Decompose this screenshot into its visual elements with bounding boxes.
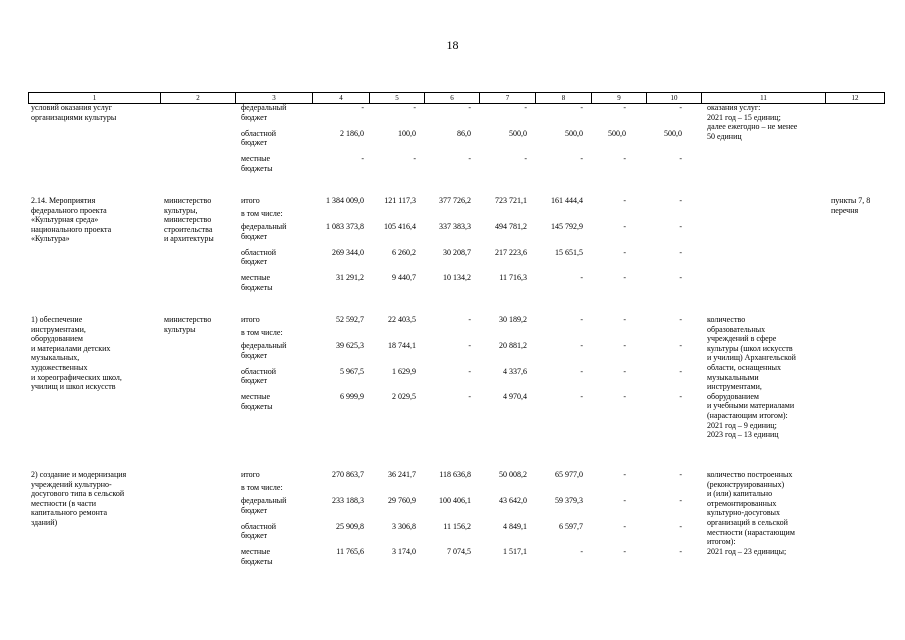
funding-source-label: федеральный бюджет [241, 496, 287, 515]
funding-source-label: местные бюджеты [241, 273, 273, 292]
amount-cell: - [580, 273, 583, 282]
amount-cell: - [679, 247, 682, 257]
amount-cell: - [361, 103, 364, 112]
amount-cell: - [679, 341, 682, 350]
amount-cell: - [623, 392, 626, 401]
measure-name: 2) создание и модернизация учреждений культурно- досугового типа в сельской местности (в части капитального ремонта зданий) [31, 470, 127, 527]
header-cell: 12 [851, 94, 859, 102]
amount-cell: - [580, 392, 583, 401]
amount-cell: - [468, 315, 471, 324]
amount-cell: - [679, 521, 682, 531]
amount-cell: 9 440,7 [392, 273, 416, 282]
funding-source-label: местные бюджеты [241, 547, 273, 566]
amount-cell: - [679, 470, 682, 479]
amount-cell: 6 597,7 [559, 521, 583, 531]
amount-cell: - [623, 154, 626, 163]
amount-cell: - [623, 196, 626, 205]
amount-cell: 105 416,4 [384, 222, 416, 231]
amount-cell: - [623, 470, 626, 479]
amount-cell: 43 642,0 [499, 496, 527, 505]
funding-source-label: федеральный бюджет [241, 222, 287, 241]
funding-source-label: в том числе: [241, 483, 283, 492]
funding-source-label: областной бюджет [241, 128, 277, 148]
amount-cell: - [679, 547, 682, 556]
amount-cell: - [679, 496, 682, 505]
amount-cell: 39 625,3 [336, 341, 364, 350]
target-indicator: количество построенных (реконструированных) и (или) капитально отремонтированных культурно-досуговых организаций в сельской местности (нарастающим итогом): 2021 год – 23 единицы; [707, 470, 795, 556]
amount-cell: - [413, 154, 416, 163]
amount-cell: 500,0 [509, 128, 527, 138]
amount-cell: - [679, 315, 682, 324]
funding-source-label: итого [241, 470, 260, 479]
amount-cell: - [623, 315, 626, 324]
amount-cell: 7 074,5 [447, 547, 471, 556]
header-cell: 3 [236, 93, 313, 103]
amount-cell: 1 517,1 [503, 547, 527, 556]
amount-cell: 233 188,3 [332, 496, 364, 505]
amount-cell: - [623, 547, 626, 556]
funding-source-label: федеральный бюджет [241, 341, 287, 360]
amount-cell: 494 781,2 [495, 222, 527, 231]
amount-cell: 3 174,0 [392, 547, 416, 556]
funding-source-label: областной бюджет [241, 521, 277, 541]
amount-cell: - [468, 103, 471, 112]
funding-source-label: областной бюджет [241, 247, 277, 267]
amount-cell: - [679, 154, 682, 163]
amount-cell: 500,0 [565, 128, 583, 138]
funding-source-label: в том числе: [241, 209, 283, 218]
amount-cell: 6 999,9 [340, 392, 364, 401]
amount-cell: 337 383,3 [439, 222, 471, 231]
amount-cell: - [623, 496, 626, 505]
amount-cell: - [524, 103, 527, 112]
amount-cell: 4 970,4 [503, 392, 527, 401]
amount-cell: 6 260,2 [392, 247, 416, 257]
amount-cell: 270 863,7 [332, 470, 364, 479]
amount-cell: - [468, 341, 471, 350]
funding-source-label: в том числе: [241, 328, 283, 337]
amount-cell: - [580, 341, 583, 350]
amount-cell: 1 384 009,0 [326, 196, 364, 205]
amount-cell: 22 403,5 [388, 315, 416, 324]
amount-cell: 11 765,6 [336, 547, 364, 556]
amount-cell: - [679, 222, 682, 231]
amount-cell: 2 029,5 [392, 392, 416, 401]
header-cell: 4 [313, 93, 370, 103]
header-cell: 2 [161, 93, 236, 103]
header-cell: 10 [647, 93, 702, 103]
header-cell: 7 [480, 93, 536, 103]
amount-cell: 36 241,7 [388, 470, 416, 479]
amount-cell: - [623, 521, 626, 531]
amount-cell: - [679, 273, 682, 282]
amount-cell: - [580, 547, 583, 556]
measure-name: условий оказания услуг организациями культуры [31, 103, 117, 122]
amount-cell: 500,0 [608, 128, 626, 138]
amount-cell: - [623, 103, 626, 112]
funding-source-label: итого [241, 196, 260, 205]
header-cell: 8 [536, 93, 592, 103]
amount-cell: 217 223,6 [495, 247, 527, 257]
amount-cell: 29 760,9 [388, 496, 416, 505]
funding-source-label: местные бюджеты [241, 392, 273, 411]
amount-cell: 52 592,7 [336, 315, 364, 324]
amount-cell: 121 117,3 [384, 196, 416, 205]
amount-cell: - [623, 366, 626, 376]
funding-source-label: федеральный бюджет [241, 103, 287, 122]
amount-cell: 86,0 [457, 128, 471, 138]
amount-cell: - [468, 392, 471, 401]
amount-cell: 1 629,9 [392, 366, 416, 376]
header-cell: 5 [370, 93, 425, 103]
funding-source-label: итого [241, 315, 260, 324]
amount-cell: 377 726,2 [439, 196, 471, 205]
amount-cell: 3 306,8 [392, 521, 416, 531]
responsible-executor: министерство культуры, министерство строительства и архитектуры [164, 196, 214, 244]
amount-cell: - [623, 341, 626, 350]
header-cell: 6 [425, 93, 480, 103]
amount-cell: 11 716,3 [499, 273, 527, 282]
funding-source-label: областной бюджет [241, 366, 277, 386]
amount-cell: 65 977,0 [555, 470, 583, 479]
amount-cell: - [468, 366, 471, 376]
measure-name: 1) обеспечение инструментами, оборудованием и материалами детских музыкальных, художественных и хореографических школ, училищ и школ искусств [31, 315, 122, 392]
amount-cell: - [524, 154, 527, 163]
amount-cell: - [623, 247, 626, 257]
header-cell: 9 [592, 93, 647, 103]
amount-cell: 30 208,7 [443, 247, 471, 257]
amount-cell: 5 967,5 [340, 366, 364, 376]
funding-source-label: местные бюджеты [241, 154, 273, 173]
amount-cell: 4 849,1 [503, 521, 527, 531]
amount-cell: 11 156,2 [443, 521, 471, 531]
amount-cell: 18 744,1 [388, 341, 416, 350]
amount-cell: 25 909,8 [336, 521, 364, 531]
amount-cell: 20 881,2 [499, 341, 527, 350]
amount-cell: - [361, 154, 364, 163]
amount-cell: 145 792,9 [551, 222, 583, 231]
amount-cell: 723 721,1 [495, 196, 527, 205]
amount-cell: 161 444,4 [551, 196, 583, 205]
responsible-executor: министерство культуры [164, 315, 212, 334]
amount-cell: 10 134,2 [443, 273, 471, 282]
amount-cell: - [679, 196, 682, 205]
amount-cell: 100,0 [398, 128, 416, 138]
amount-cell: - [623, 222, 626, 231]
amount-cell: 59 379,3 [555, 496, 583, 505]
target-indicator: оказания услуг: 2021 год – 15 единиц; далее ежегодно – не менее 50 единиц [707, 103, 798, 141]
amount-cell: - [580, 366, 583, 376]
amount-cell: - [679, 392, 682, 401]
target-indicator: количество образовательных учреждений в сфере культуры (школ искусств и училищ) Архангельской области, оснащенных музыкальными инструментами, оборудованием и учебными материалами (нарастающим итогом): 2021 год – 9 единиц; 2023 год – 13 единиц [707, 315, 796, 440]
measure-name: 2.14. Мероприятия федерального проекта «Культурная среда» национального проекта «Культура» [31, 196, 112, 244]
amount-cell: - [679, 366, 682, 376]
amount-cell: 118 636,8 [439, 470, 471, 479]
page-number: 18 [446, 38, 459, 52]
amount-cell: 100 406,1 [439, 496, 471, 505]
header-cell: 1 [29, 93, 161, 103]
amount-cell: - [623, 273, 626, 282]
amount-cell: - [468, 154, 471, 163]
amount-cell: 500,0 [664, 128, 682, 138]
amount-cell: - [580, 103, 583, 112]
amount-cell: 50 008,2 [499, 470, 527, 479]
amount-cell: 15 651,5 [555, 247, 583, 257]
amount-cell: 1 083 373,8 [326, 222, 364, 231]
amount-cell: 31 291,2 [336, 273, 364, 282]
amount-cell: 4 337,6 [503, 366, 527, 376]
amount-cell: - [580, 154, 583, 163]
reference-note: пункты 7, 8 перечня [831, 196, 871, 215]
amount-cell: 30 189,2 [499, 315, 527, 324]
header-cell: 11 [702, 93, 826, 103]
amount-cell: - [679, 103, 682, 112]
amount-cell: - [413, 103, 416, 112]
amount-cell: - [580, 315, 583, 324]
amount-cell: 2 186,0 [340, 128, 364, 138]
amount-cell: 269 344,0 [332, 247, 364, 257]
